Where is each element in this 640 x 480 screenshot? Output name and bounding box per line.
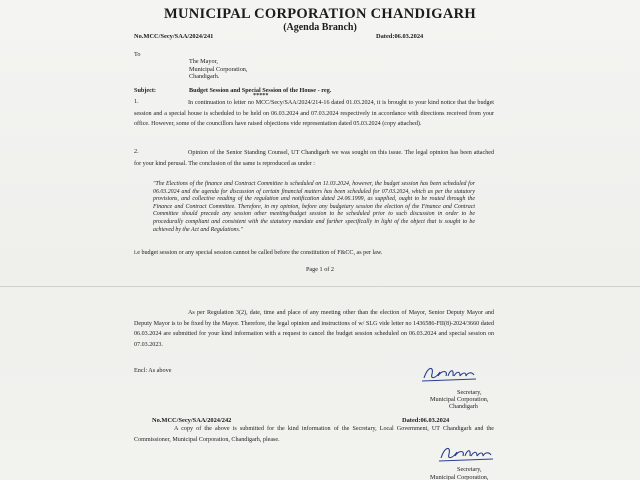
paragraph-number: 2. <box>134 148 139 155</box>
page-number: Page 1 of 2 <box>305 266 334 273</box>
paragraph-number: 1. <box>134 98 139 105</box>
page-break <box>0 286 640 287</box>
paragraph-3: As per Regulation 3(2), date, time and place of any meeting other than the election of Mayor, Senior Deputy Mayor and Deputy Mayor is to be fixed by the Mayor. Therefore, the legal opinion and instructions of w/ SLG vide letter no 1436586-FII(8)-2024/3660 dated 06.03.2024 are submitted for your kind information with a request to cancel the budget session scheduled on 06.03.2024 and special session on 07.03.2023. <box>134 310 494 348</box>
legal-opinion-quote: "The Elections of the finance and Contract Committee is scheduled on 11.03.2024, however, the budget session has been scheduled for 06.03.2024 and the agenda for discussion of certain financial matters has been scheduled for 07.03.2024, which as per the statutory provisions, and collective reading of the regulation and notification dated 24.06.1999, as supplied, ought to be routed through the Finance and Contract Committee. Therefore, in my opinion, before any budgetary session the election of the Finance and Contract Committee should precede any session other meeting/budget session to be scheduled prior to such discussion in order to be procedurally compliant and consistent with the statutory mandate and further specifically in light of the object that is sought to be achieved by the Act and Regulations." <box>153 181 475 233</box>
signatory-line: Municipal Corporation, <box>430 474 489 480</box>
to-label: To <box>134 51 141 58</box>
copy-forward-text: A copy of the above is submitted for the kind information of the Secretary, Local Government, UT Chandigarh and the Commissioner, Municipal Corporation, Chandigarh, please. <box>134 426 494 443</box>
letter-date-2: Dated:06.03.2024 <box>402 417 450 424</box>
signatory-line: Municipal Corporation, <box>430 396 489 403</box>
subject-label: Subject: <box>134 87 156 94</box>
enclosure-note: Encl: As above <box>134 367 172 374</box>
signature-image <box>420 362 480 389</box>
document-subtitle: (Agenda Branch) <box>283 22 357 33</box>
subject-text: Budget Session and Special Session of the House - reg. <box>189 87 332 94</box>
addressee-line: Chandigarh. <box>189 73 220 80</box>
reference-number-2: No.MCC/Secy/SAA/2024/242 <box>152 417 232 424</box>
signatory-line: Chandigarh <box>449 403 478 410</box>
signatory-line: Secretary, <box>457 466 482 473</box>
signature-image <box>437 442 497 469</box>
signatory-line: Secretary, <box>457 389 482 396</box>
reference-number: No.MCC/Secy/SAA/2024/241 <box>134 33 214 40</box>
document-title: MUNICIPAL CORPORATION CHANDIGARH <box>164 6 476 22</box>
conclusion-line: i.e budget session or any special session cannot be called before the constitution of F&CC, as per law. <box>134 250 383 256</box>
addressee-line: Municipal Corporation, <box>189 66 248 73</box>
letter-date: Dated:06.03.2024 <box>376 33 424 40</box>
addressee-line: The Mayor, <box>189 58 218 65</box>
paragraph-2: Opinion of the Senior Standing Counsel, UT Chandigarh we was sought on this issue. The legal opinion has been attached for your kind perusal. The conclusion of the same is reproduced as under : <box>134 150 494 167</box>
subject-stars: ***** <box>253 92 269 99</box>
paragraph-1: In continuation to letter no MCC/Secy/SAA/2024/214-16 dated 01.03.2024, it is brought to your kind notice that the budget session and a special house is scheduled to be held on 06.03.2024 and 07.03.2024 respectively in accordance with directions received from your office. However, some of the councillors have raised objections vide representation dated 05.03.2024 (copy attached). <box>134 100 494 128</box>
